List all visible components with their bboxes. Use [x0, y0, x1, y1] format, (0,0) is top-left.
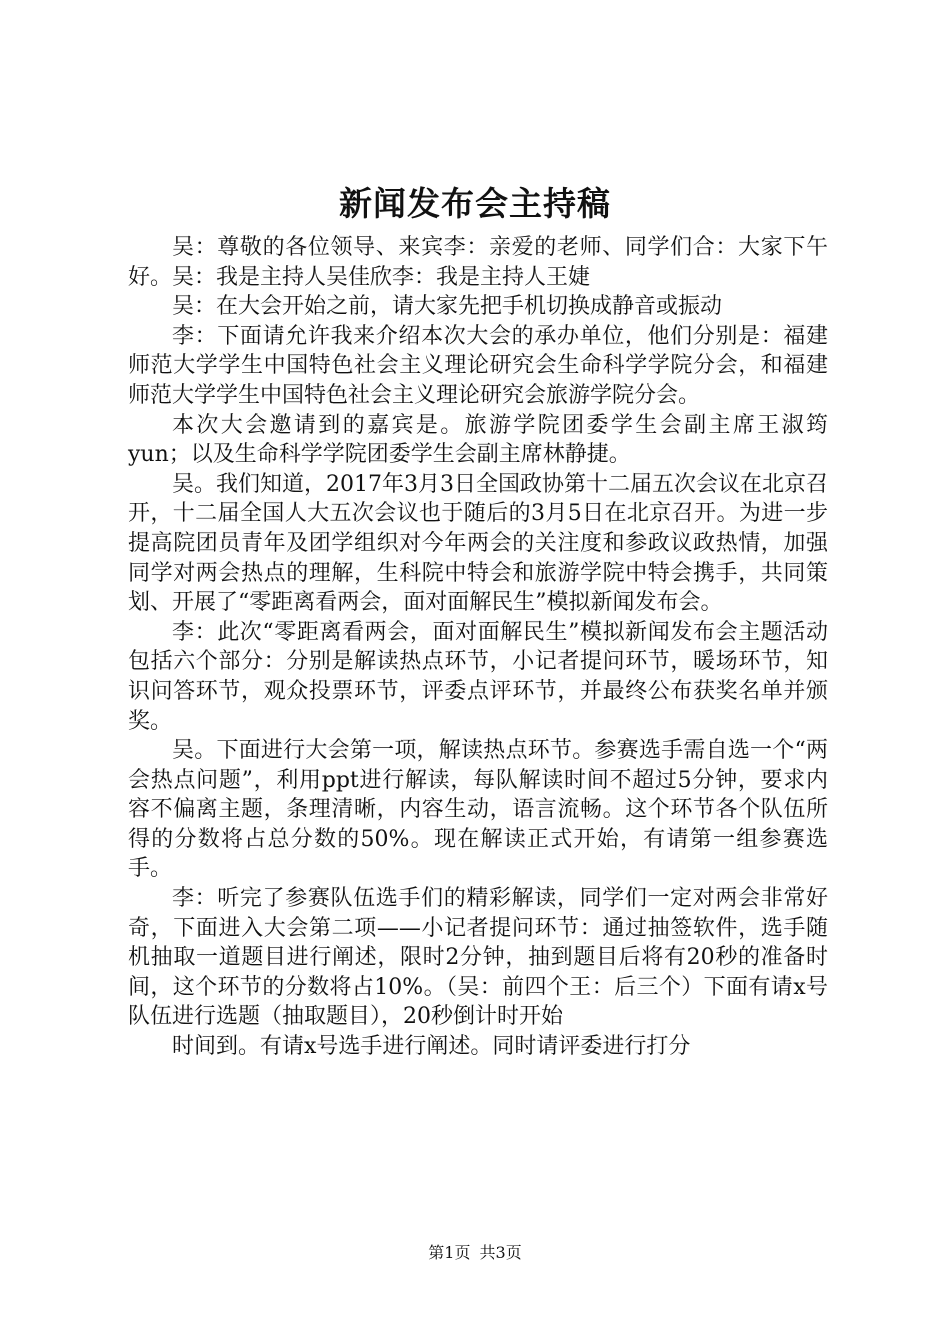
paragraph: 李：此次“零距离看两会，面对面解民生”模拟新闻发布会主题活动包括六个部分：分别是解读热点环节，小记者提问环节，暖场环节，知识问答环节，观众投票环节，评委点评环节，并最终公布获奖名单并颁奖。	[128, 619, 828, 734]
paragraph: 李：下面请允许我来介绍本次大会的承办单位，他们分别是：福建师范大学学生中国特色社会主义理论研究会生命科学学院分会，和福建师范大学学生中国特色社会主义理论研究会旅游学院分会。	[128, 323, 828, 408]
paragraph: 吴：尊敬的各位领导、来宾李：亲爱的老师、同学们合：大家下午好。吴：我是主持人吴佳欣李：我是主持人王婕	[128, 235, 828, 290]
paragraph: 李：听完了参赛队伍选手们的精彩解读，同学们一定对两会非常好奇，下面进入大会第二项——小记者提问环节：通过抽签软件，选手随机抽取一道题目进行阐述，限时2分钟，抽到题目后将有20秒的准备时间，这个环节的分数将占10%。（吴：前四个王：后三个）下面有请x号队伍进行选题（抽取题目），20秒倒计时开始	[128, 886, 828, 1030]
paragraph: 吴：在大会开始之前，请大家先把手机切换成静音或振动	[172, 294, 723, 320]
paragraph: 吴。下面进行大会第一项，解读热点环节。参赛选手需自选一个“两会热点问题”，利用ppt进行解读，每队解读时间不超过5分钟，要求内容不偏离主题，条理清晰，内容生动，语言流畅。这个环节各个队伍所得的分数将占总分数的50%。现在解读正式开始，有请第一组参赛选手。	[128, 738, 828, 882]
page-total: 共3页	[479, 1243, 522, 1262]
paragraph: 时间到。有请x号选手进行阐述。同时请评委进行打分	[172, 1034, 691, 1060]
document-body	[128, 233, 828, 1062]
document-title: 新闻发布会主持稿	[339, 184, 611, 223]
paragraph: 吴。我们知道，2017年3月3日全国政协第十二届五次会议在北京召开，十二届全国人大五次会议也于随后的3月5日在北京召开。为进一步提高院团员青年及团学组织对今年两会的关注度和参政议政热情，加强同学对两会热点的理解，生科院中特会和旅游学院中特会携手，共同策划、开展了“零距离看两会，面对面解民生”模拟新闻发布会。	[128, 471, 828, 616]
page-number: 第1页	[428, 1243, 471, 1262]
paragraph: 本次大会邀请到的嘉宾是。旅游学院团委学生会副主席王淑筠 yun；以及生命科学学院团委学生会副主席林静捷。	[128, 412, 828, 468]
page-footer	[0, 1242, 950, 1264]
